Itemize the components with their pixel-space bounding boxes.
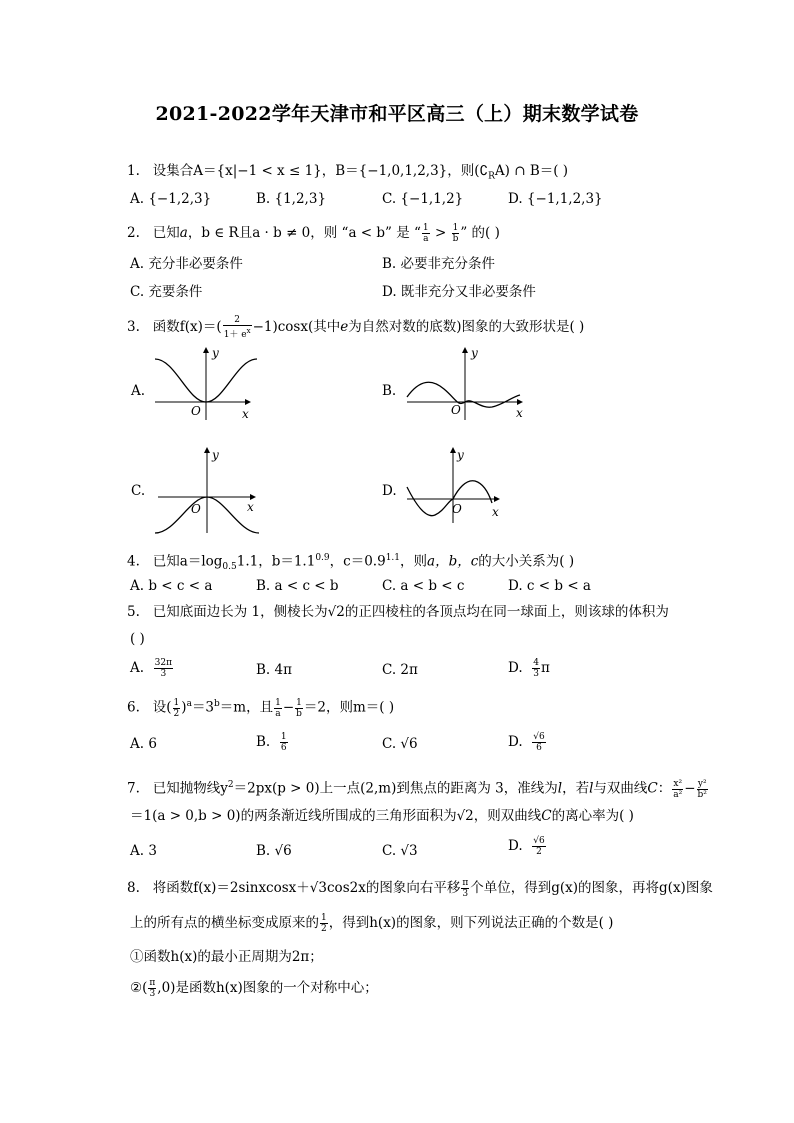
variable: e bbox=[340, 319, 349, 335]
fraction bbox=[532, 732, 545, 753]
stem-text: ＝1(a > 0,b > 0)的两条渐近线所围成的三角形面积为 bbox=[130, 808, 457, 824]
q1-option-b: B. {1,2,3} bbox=[256, 191, 327, 207]
graph-d bbox=[402, 445, 512, 525]
numerator: √6 bbox=[533, 836, 545, 846]
q5-option-c: C. 2π bbox=[382, 662, 418, 678]
stem-text: ，c＝0.9 bbox=[329, 553, 386, 570]
q1-option-a: A. {−1,2,3} bbox=[130, 191, 212, 207]
question-2-stem bbox=[127, 223, 500, 244]
stem-text: ＝3 bbox=[191, 699, 215, 716]
numerator: π bbox=[149, 978, 156, 988]
stem-text: 上的所有点的横坐标变成原来的 bbox=[130, 915, 319, 931]
option-text: π bbox=[540, 660, 550, 676]
q6-option-c: C. √6 bbox=[382, 736, 418, 752]
stem-text: cos2x的图象向右平移 bbox=[327, 880, 461, 896]
stem-text: ，b ∈ R且a · b ≠ 0，则 “a < b” 是 “ bbox=[187, 225, 421, 241]
variable: C bbox=[541, 808, 552, 824]
fraction bbox=[672, 779, 683, 800]
question-number: 8. bbox=[127, 880, 140, 896]
q1-option-c: C. {−1,1,2} bbox=[382, 191, 464, 207]
q6-option-b bbox=[256, 732, 289, 753]
stem-text: 的正四棱柱的各顶点均在同一球面上，则该球的体积为 bbox=[344, 604, 669, 620]
q7-option-a: A. 3 bbox=[130, 843, 157, 859]
x-arrow-icon bbox=[245, 399, 251, 405]
curve bbox=[407, 382, 520, 407]
q5-option-d bbox=[508, 658, 550, 679]
question-7-stem bbox=[127, 776, 709, 800]
graph-d-label: D. bbox=[382, 483, 397, 499]
numerator: 1 bbox=[275, 697, 281, 708]
q1-option-d: D. {−1,1,2,3} bbox=[508, 191, 603, 207]
y-label: y bbox=[212, 448, 219, 462]
question-number: 6. bbox=[127, 699, 140, 716]
question-number: 3. bbox=[127, 319, 140, 335]
graph-a-label: A. bbox=[131, 383, 146, 399]
q7-option-d bbox=[508, 836, 547, 857]
stem-text: ＝2，则m＝( ) bbox=[303, 699, 395, 716]
q4-option-b: B. a < c < b bbox=[256, 578, 339, 594]
sqrt-expression: √3 bbox=[309, 880, 327, 896]
denominator: 2 bbox=[536, 847, 542, 857]
q5-option-a bbox=[130, 658, 174, 679]
x-label: x bbox=[492, 505, 499, 519]
question-8-stem bbox=[127, 878, 713, 899]
numerator: 1 bbox=[422, 223, 429, 233]
y-label: y bbox=[471, 346, 478, 360]
stem-text: 将函数f(x)＝2sinxcosx＋ bbox=[152, 880, 310, 896]
variable: l bbox=[589, 780, 594, 797]
q2-option-c: C. 充要条件 bbox=[130, 284, 203, 300]
stem-text: ，若 bbox=[562, 780, 590, 797]
denominator: 2 bbox=[321, 924, 327, 934]
fraction bbox=[280, 732, 288, 753]
question-1-stem bbox=[127, 162, 568, 186]
fraction bbox=[422, 223, 430, 244]
stem-text: 的离心率为( ) bbox=[551, 808, 634, 824]
denominator: 3 bbox=[533, 669, 539, 679]
y-label: y bbox=[212, 346, 219, 360]
numerator: x² bbox=[673, 778, 683, 789]
subscript: R bbox=[488, 171, 495, 182]
question-6-stem bbox=[127, 695, 394, 719]
stem-text: ，则双曲线 bbox=[473, 808, 542, 824]
fraction bbox=[320, 913, 328, 934]
numerator: 32π bbox=[154, 658, 173, 668]
question-number: 7. bbox=[127, 780, 140, 797]
origin-label: O bbox=[191, 502, 201, 516]
q4-option-c: C. a < b < c bbox=[382, 578, 465, 594]
superscript: x bbox=[246, 327, 251, 335]
fraction bbox=[173, 698, 181, 719]
fraction bbox=[532, 658, 540, 679]
stem-text: ②( bbox=[130, 980, 148, 996]
variable: C bbox=[647, 780, 658, 797]
stem-text: 个单位，得到g(x)的图象，再将g(x)图象 bbox=[470, 880, 713, 896]
numerator: 2 bbox=[223, 315, 252, 326]
y-arrow-icon bbox=[462, 347, 468, 353]
x-label: x bbox=[247, 500, 254, 514]
denominator: a bbox=[275, 708, 281, 719]
denominator: 6 bbox=[280, 743, 287, 753]
stem-text: 的大小关系为( ) bbox=[478, 553, 575, 570]
graph-a bbox=[150, 345, 260, 425]
numerator: 4 bbox=[533, 658, 539, 668]
fraction bbox=[452, 223, 460, 244]
graph-c bbox=[150, 445, 265, 537]
stem-text: 已知 bbox=[152, 225, 180, 241]
variable: a bbox=[179, 225, 188, 241]
fraction bbox=[461, 878, 469, 899]
option-label: B. bbox=[256, 734, 271, 750]
question-8-stem-cont bbox=[130, 913, 613, 934]
fraction bbox=[148, 978, 156, 999]
subscript: 0.5 bbox=[222, 562, 237, 573]
q7-option-b: B. √6 bbox=[256, 843, 292, 859]
question-number: 4. bbox=[127, 553, 140, 570]
fraction bbox=[274, 698, 282, 719]
denominator: b bbox=[452, 234, 459, 244]
denominator: 6 bbox=[536, 743, 542, 753]
stem-text: A) ∩ B＝( ) bbox=[494, 163, 569, 179]
denominator: a² bbox=[673, 789, 683, 800]
q6-option-a: A. 6 bbox=[130, 736, 157, 752]
stem-text: ,0)是函数h(x)图象的一个对称中心； bbox=[157, 980, 378, 996]
variable: a，b，c bbox=[427, 553, 479, 570]
stem-text: ，则 bbox=[400, 553, 428, 570]
stem-text: ，得到h(x)的图象，则下列说法正确的个数是( ) bbox=[328, 915, 614, 931]
denominator: b bbox=[296, 708, 302, 719]
y-arrow-icon bbox=[450, 447, 456, 453]
q7-option-c: C. √3 bbox=[382, 843, 418, 859]
x-arrow-icon bbox=[517, 399, 523, 405]
fraction bbox=[697, 779, 708, 800]
superscript: 2 bbox=[227, 780, 234, 790]
superscript: b bbox=[214, 699, 220, 709]
stem-text: 设( bbox=[152, 699, 172, 716]
q4-option-a: A. b < c < a bbox=[130, 578, 213, 594]
q2-option-b: B. 必要非充分条件 bbox=[382, 256, 496, 272]
option-label: D. bbox=[508, 660, 523, 676]
denominator bbox=[223, 326, 252, 340]
question-4-stem bbox=[127, 549, 574, 576]
numerator: 1 bbox=[452, 223, 459, 233]
graph-c-label: C. bbox=[131, 483, 146, 499]
denominator: 3 bbox=[149, 989, 156, 999]
stem-text: −1)cosx(其中 bbox=[252, 319, 341, 335]
question-8-item-2 bbox=[130, 978, 378, 999]
denominator: 2 bbox=[173, 708, 180, 719]
numerator: 1 bbox=[321, 913, 327, 923]
question-5-stem-cont: ( ) bbox=[130, 631, 145, 647]
fraction bbox=[295, 698, 303, 719]
sqrt-expression: √2 bbox=[456, 808, 474, 824]
numerator: 1 bbox=[280, 732, 287, 742]
curve bbox=[407, 481, 492, 516]
page-title: 2021-2022学年天津市和平区高三（上）期末数学试卷 bbox=[155, 103, 639, 125]
fraction bbox=[223, 315, 252, 340]
origin-label: O bbox=[191, 404, 201, 418]
numerator: 1 bbox=[173, 697, 180, 708]
graph-b bbox=[402, 345, 532, 425]
superscript: 0.9 bbox=[315, 553, 330, 563]
denominator: a bbox=[423, 234, 429, 244]
superscript: 1.1 bbox=[385, 553, 401, 563]
y-arrow-icon bbox=[204, 447, 210, 453]
numerator: y² bbox=[697, 778, 707, 789]
denominator: b² bbox=[697, 789, 707, 800]
x-arrow-icon bbox=[494, 496, 500, 502]
numerator: √6 bbox=[533, 732, 545, 742]
numerator: π bbox=[462, 878, 469, 888]
question-8-item-1: ①函数h(x)的最小正周期为2π； bbox=[130, 949, 323, 965]
stem-text: 已知抛物线y bbox=[152, 780, 228, 797]
fraction bbox=[154, 658, 173, 679]
operator: − bbox=[282, 699, 295, 716]
question-number: 1. bbox=[127, 163, 140, 179]
question-number: 5. bbox=[127, 604, 140, 620]
operator: > bbox=[430, 225, 451, 241]
x-label: x bbox=[516, 406, 523, 420]
origin-label: O bbox=[451, 403, 461, 417]
stem-text: ” 的( ) bbox=[460, 225, 500, 241]
question-3-stem bbox=[127, 315, 584, 340]
q2-option-d: D. 既非充分又非必要条件 bbox=[382, 284, 536, 300]
denominator-text: 1＋ e bbox=[223, 330, 247, 340]
option-label: D. bbox=[508, 838, 523, 854]
stem-text: ： bbox=[657, 780, 672, 797]
q6-option-d bbox=[508, 732, 547, 753]
origin-label: O bbox=[452, 502, 462, 516]
fraction bbox=[532, 836, 545, 857]
stem-text: 为自然对数的底数)图象的大致形状是( ) bbox=[348, 319, 585, 335]
stem-text: 函数f(x)＝( bbox=[152, 319, 222, 335]
graph-b-label: B. bbox=[382, 383, 397, 399]
q5-option-b: B. 4π bbox=[256, 662, 292, 678]
question-number: 2. bbox=[127, 225, 140, 241]
q2-option-a: A. 充分非必要条件 bbox=[130, 256, 243, 272]
stem-text: ＝m，且 bbox=[219, 699, 274, 716]
denominator: 3 bbox=[160, 669, 167, 679]
stem-text: ＝2px(p > 0)上一点(2,m)到焦点的距离为 3，准线为 bbox=[233, 780, 558, 797]
x-label: x bbox=[242, 407, 249, 421]
question-7-stem-cont bbox=[130, 807, 634, 825]
stem-text: 与双曲线 bbox=[593, 780, 648, 797]
denominator: 3 bbox=[462, 889, 469, 899]
stem-text: ) bbox=[181, 699, 187, 716]
stem-text: 1.1，b＝1.1 bbox=[236, 553, 316, 570]
option-label: D. bbox=[508, 734, 523, 750]
numerator: 1 bbox=[296, 697, 302, 708]
operator: − bbox=[684, 780, 696, 797]
stem-text: 已知a＝log bbox=[152, 553, 223, 570]
option-label: A. bbox=[130, 660, 145, 676]
q4-option-d: D. c < b < a bbox=[508, 578, 591, 594]
superscript: a bbox=[186, 699, 192, 709]
question-5-stem bbox=[127, 603, 669, 621]
y-label: y bbox=[457, 448, 464, 462]
sqrt-expression: √2 bbox=[327, 604, 345, 620]
y-arrow-icon bbox=[203, 347, 209, 353]
variable: l bbox=[557, 780, 563, 797]
stem-text: 设集合A＝{x|−1 < x ≤ 1}，B＝{−1,0,1,2,3}，则(∁ bbox=[152, 163, 489, 179]
stem-text: 已知底面边长为 1，侧棱长为 bbox=[152, 604, 328, 620]
